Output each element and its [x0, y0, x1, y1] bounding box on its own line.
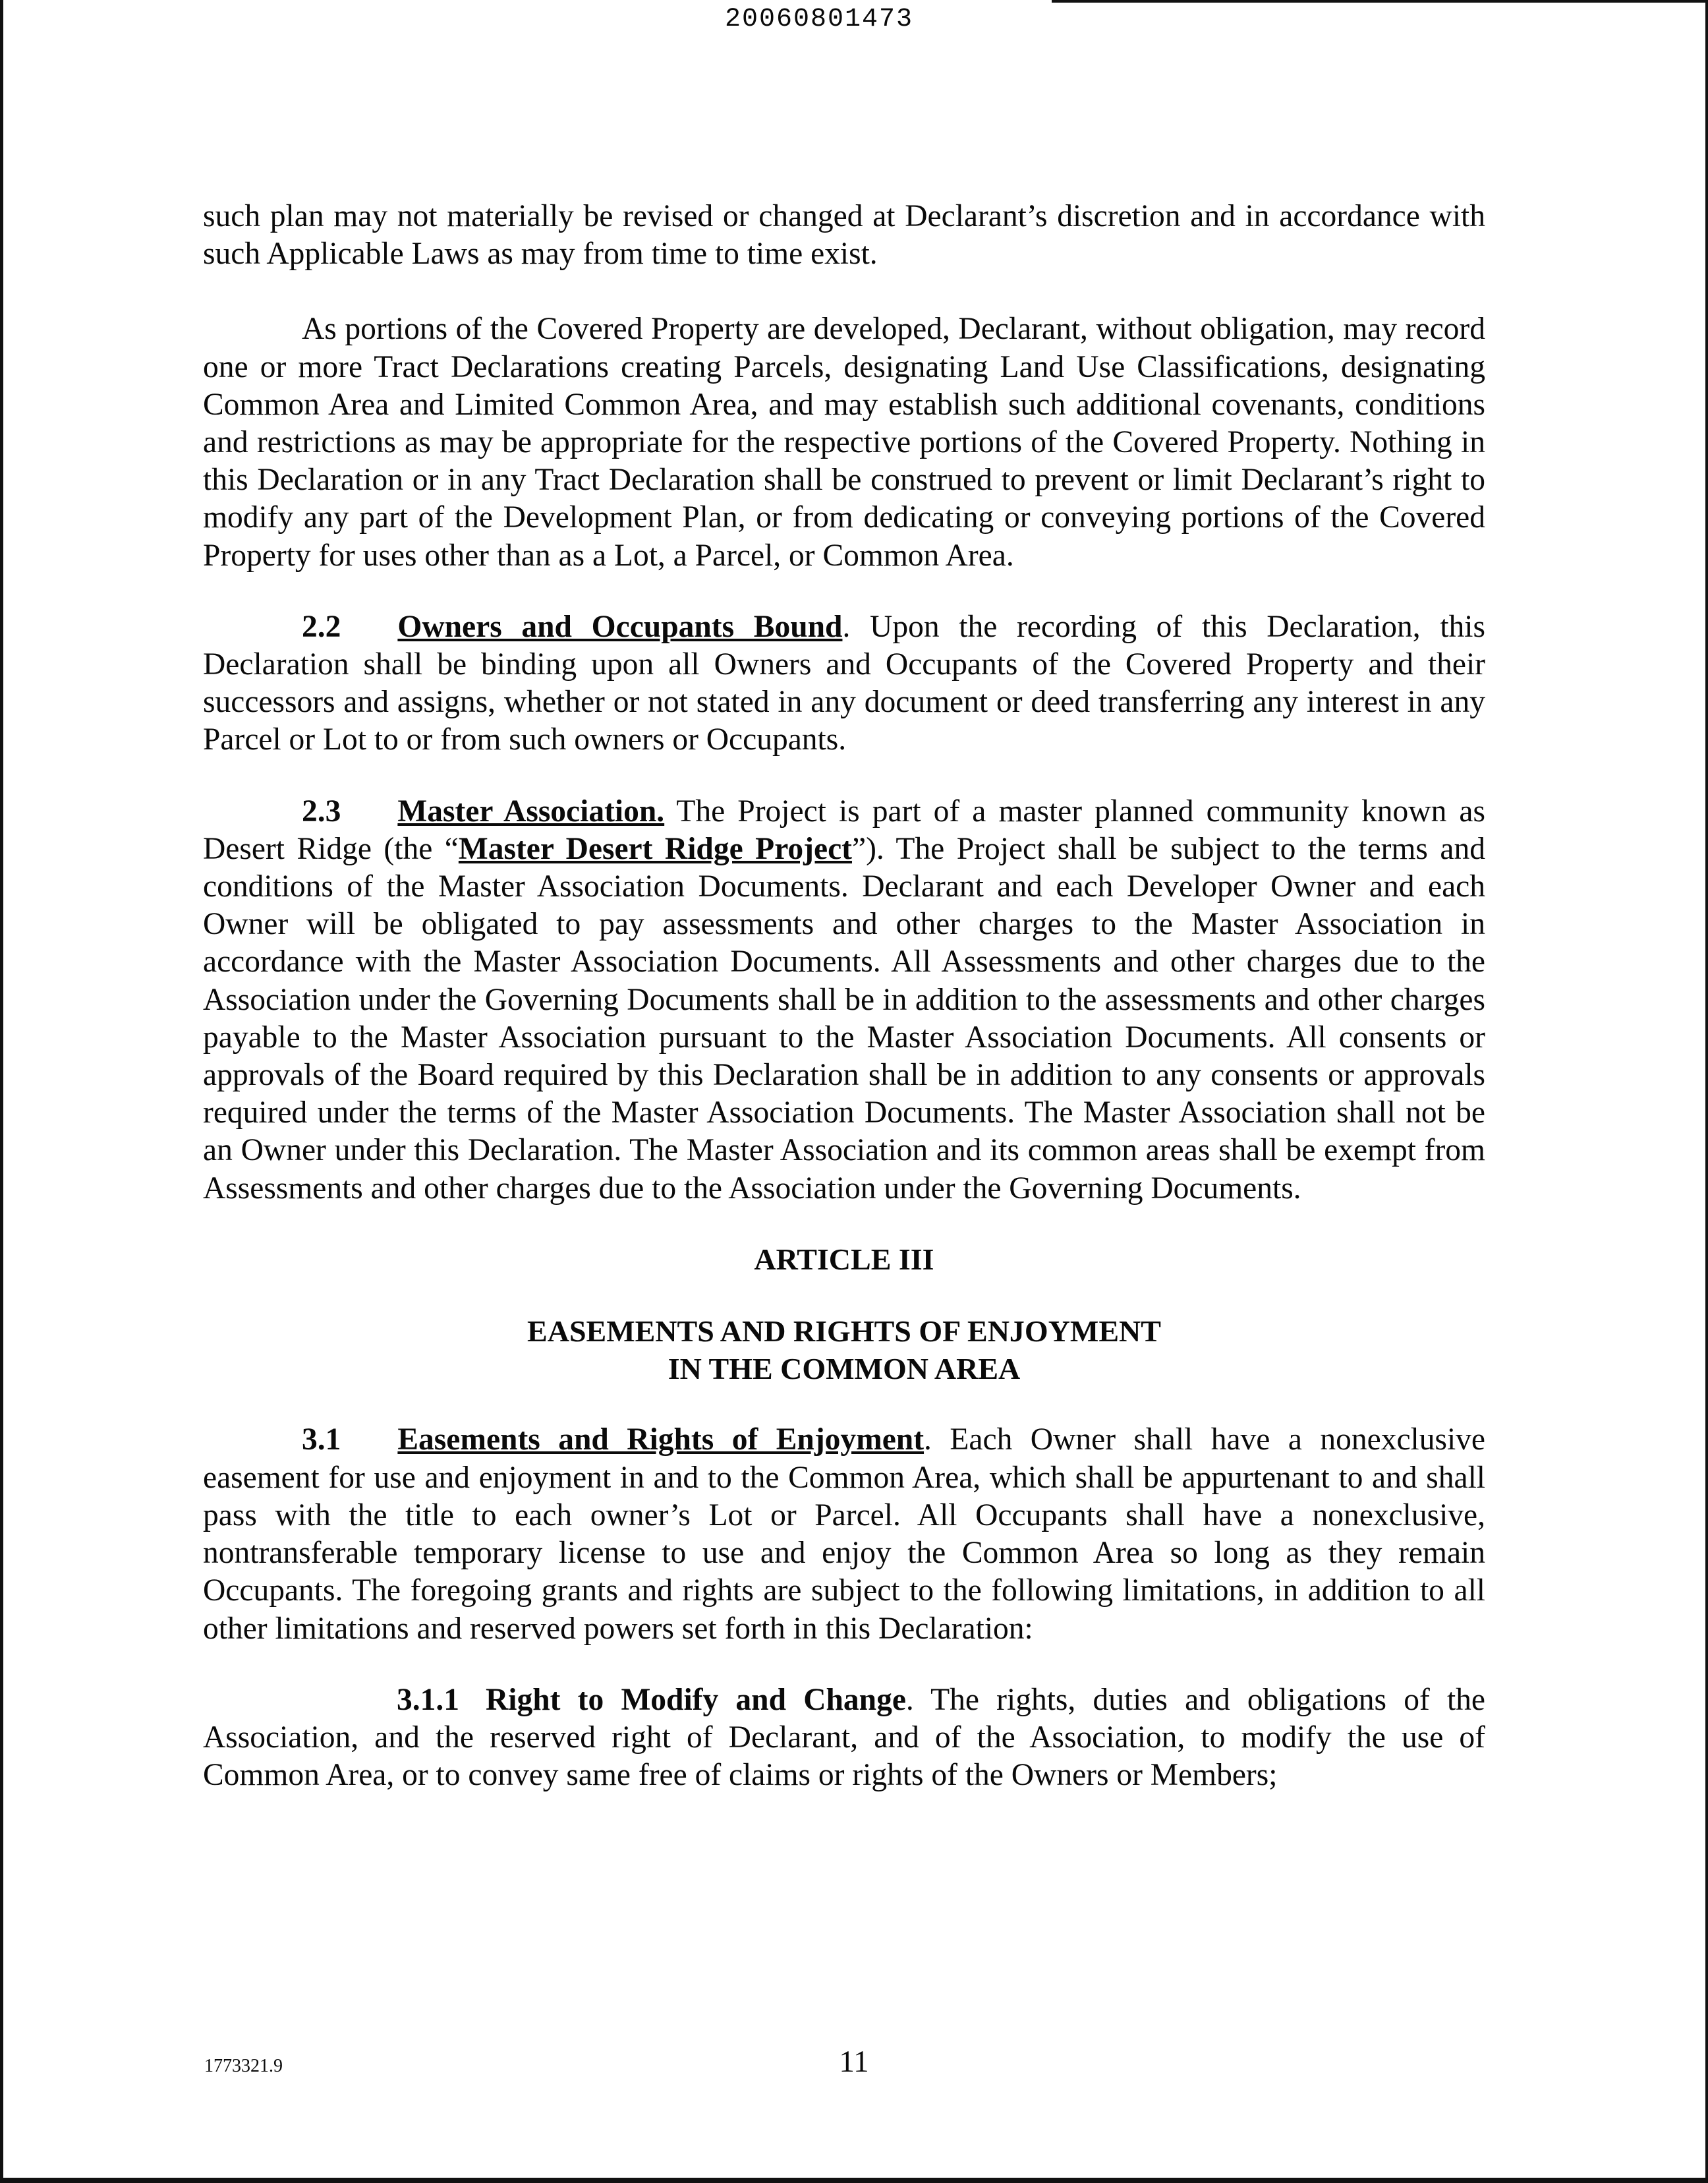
- page-number: 11: [839, 2045, 869, 2079]
- article-subtitle-line-1: EASEMENTS AND RIGHTS OF ENJOYMENT: [527, 1314, 1161, 1349]
- page-border-right: [1705, 0, 1708, 2183]
- section-number: 3.1.1: [397, 1682, 459, 1717]
- document-body: [203, 198, 1485, 1794]
- top-rule: [1052, 0, 1708, 3]
- section-heading: Easements and Rights of Enjoyment: [397, 1422, 925, 1457]
- page-border-bottom: [0, 2178, 1708, 2183]
- recording-number: 20060801473: [725, 5, 914, 34]
- section-2-2: [203, 608, 1485, 759]
- section-heading: Owners and Occupants Bound: [397, 609, 843, 644]
- section-3-1-1: [203, 1681, 1485, 1795]
- section-text: . Upon the recording of this Declaration, this Declaration shall be binding upon all Owners and Occupants of the Covered Property and their successors and assigns, whether or not stated in any document or deed transferring any interest in any Parcel or Lot to or from such owners or Occupants.: [203, 609, 1485, 757]
- article-subtitle-line-2: IN THE COMMON AREA: [668, 1352, 1021, 1386]
- page-border-left: [0, 0, 3, 2183]
- defined-term: Master Desert Ridge Project: [458, 831, 852, 866]
- section-2-3: [203, 793, 1485, 1208]
- section-text: . The rights, duties and obligations of the Association, and the reserved right of Declarant, and of the Association, to modify the use of Common Area, or to convey same free of claims or rights of the Owners or Members;: [203, 1682, 1485, 1793]
- section-number: 2.3: [302, 794, 341, 829]
- paragraph-continued: such plan may not materially be revised or changed at Declarant’s discretion and in accordance with such Applicable Laws as may from time to time exist.: [203, 199, 1485, 272]
- article-title: ARTICLE III: [754, 1242, 934, 1276]
- paragraph-portions: As portions of the Covered Property are developed, Declarant, without obligation, may record one or more Tract Declarations creating Parcels, designating Land Use Classifications, designating Common Area and Limited Common Area, and may establish such additional covenants, conditions and restrictions as may be appropriate for the respective portions of the Covered Property. Nothing in this Declaration or in any Tract Declaration shall be construed to prevent or limit Declarant’s right to modify any part of the Development Plan, or from dedicating or conveying portions of the Covered Property for uses other than as a Lot, a Parcel, or Common Area.: [203, 312, 1485, 573]
- section-number: 3.1: [302, 1422, 341, 1457]
- section-text: The Project is part of a master planned community known as Desert Ridge (the “: [203, 794, 1486, 866]
- document-id: 1773321.9: [204, 2056, 283, 2076]
- section-text: ”). The Project shall be subject to the terms and conditions of the Master Association Documents. Declarant and each Developer Owner and each Owner will be obligated to pay assessments and other charges to the Master Association in accordance with the Master Association Documents. All Assessments and other charges due to the Association under the Governing Documents shall be in addition to the assessments and other charges payable to the Master Association pursuant to the Master Association Documents. All consents or approvals of the Board required by this Declaration shall be in addition to any consents or approvals required under the terms of the Master Association Documents. The Master Association shall not be an Owner under this Declaration. The Master Association and its common areas shall be exempt from Assessments and other charges due to the Association under the Governing Documents.: [203, 831, 1485, 1206]
- section-number: 2.2: [302, 609, 341, 644]
- section-3-1: [203, 1421, 1485, 1647]
- section-heading: Master Association.: [397, 794, 665, 829]
- section-text: . Each Owner shall have a nonexclusive easement for use and enjoyment in and to the Common Area, which shall be appurtenant to and shall pass with the title to each owner’s Lot or Parcel. All Occupants shall have a nonexclusive, nontransferable temporary license to use and enjoy the Common Area so long as they remain Occupants. The foregoing grants and rights are subject to the following limitations, in addition to all other limitations and reserved powers set forth in this Declaration:: [203, 1422, 1485, 1646]
- section-heading: Right to Modify and Change: [486, 1682, 906, 1717]
